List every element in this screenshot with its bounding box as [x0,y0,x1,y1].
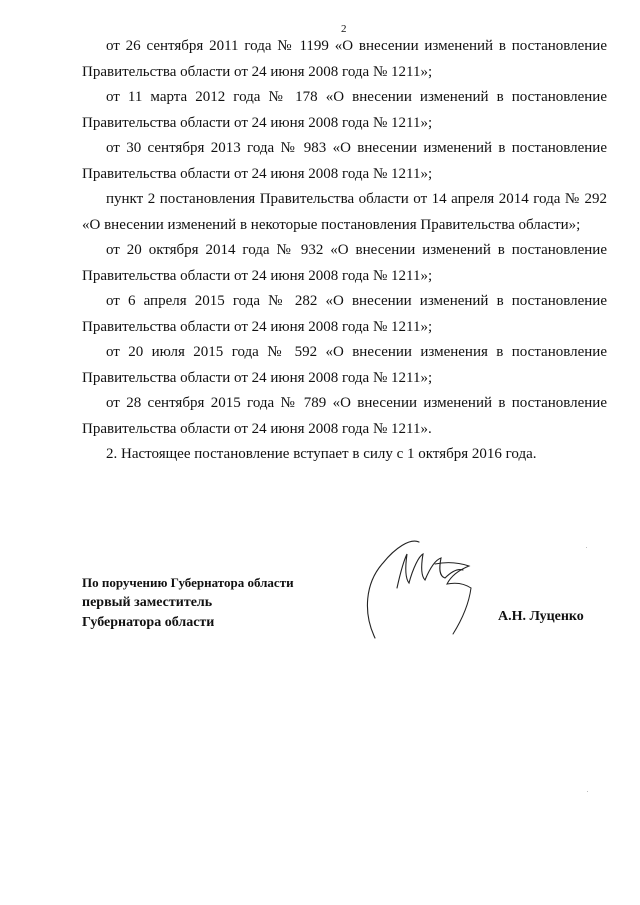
paragraph-amendment-2014-october: от 20 октября 2014 года № 932 «О внесении изменений в постановление Правительства области от 24 июня 2008 года № 1211»; [82,242,607,284]
paragraph-amendment-2012: от 11 марта 2012 года № 178 «О внесении изменений в постановление Правительства области от 24 июня 2008 года № 1211»; [82,89,607,131]
signatory-title-line-2: первый заместитель [82,595,213,610]
scan-speck [587,791,588,792]
paragraph-amendment-2015-april: от 6 апреля 2015 года № 282 «О внесении изменений в постановление Правительства области от 24 июня 2008 года № 1211»; [82,293,607,335]
signatory-title-block [82,573,294,633]
paragraph-amendment-2013: от 30 сентября 2013 года № 983 «О внесении изменений в постановление Правительства области от 24 июня 2008 года № 1211»; [82,140,607,182]
handwritten-signature [335,528,485,648]
page-number: 2 [341,23,347,35]
signatory-title-line-3: Губернатора области [82,615,215,630]
signer-name: А.Н. Луценко [498,609,584,624]
signatory-title-line-1: По поручению Губернатора области [82,575,294,590]
paragraph-amendment-2015-july: от 20 июля 2015 года № 592 «О внесении изменения в постановление Правительства области от 24 июня 2008 года № 1211»; [82,344,607,386]
document-body [82,34,607,468]
paragraph-effective-date: 2. Настоящее постановление вступает в силу с 1 октября 2016 года. [106,446,537,462]
paragraph-amendment-2011: от 26 сентября 2011 года № 1199 «О внесении изменений в постановление Правительства области от 24 июня 2008 года № 1211»; [82,38,607,80]
paragraph-amendment-2015-september: от 28 сентября 2015 года № 789 «О внесении изменений в постановление Правительства области от 24 июня 2008 года № 1211». [82,395,607,437]
paragraph-amendment-2014-april: пункт 2 постановления Правительства области от 14 апреля 2014 года № 292 «О внесении изменений в некоторые постановления Правительства области»; [82,191,607,233]
scan-speck [586,547,587,548]
